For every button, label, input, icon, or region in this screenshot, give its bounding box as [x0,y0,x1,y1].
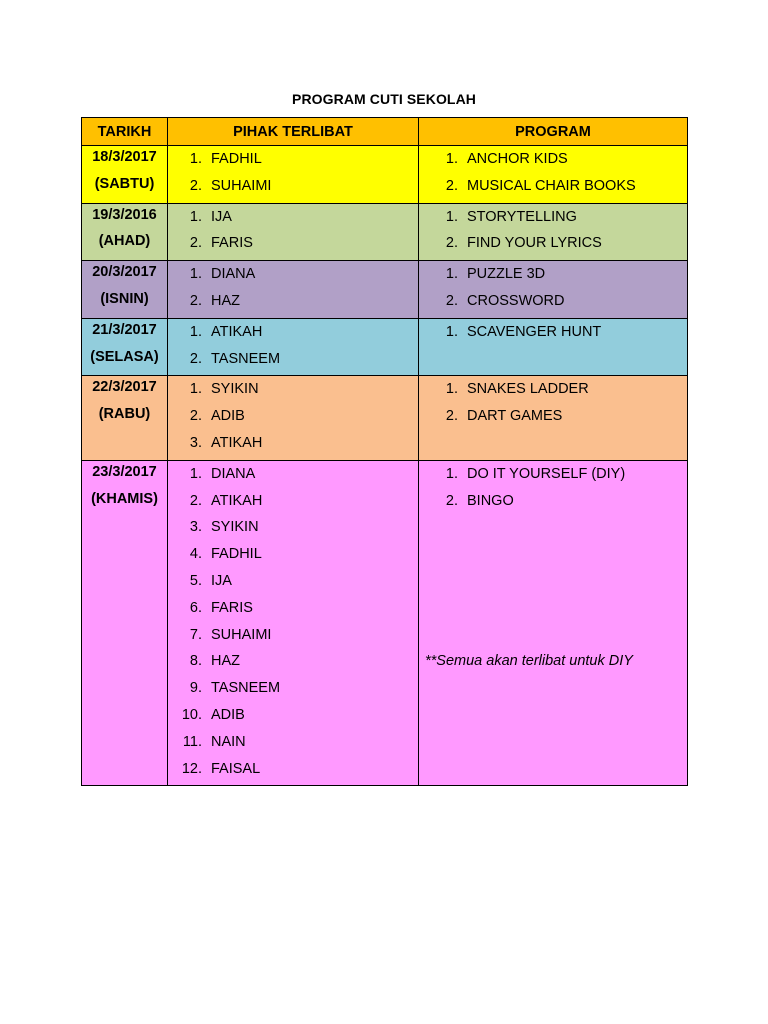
people-list-item [168,756,418,783]
program-list-item [419,146,687,173]
spacer [419,622,687,649]
item-number: 1. [189,323,202,340]
spacer [419,568,687,595]
spacer [419,595,687,622]
people-list-item [168,204,418,231]
person-name: DIANA [211,465,256,482]
person-name: FARIS [211,599,253,616]
people-list-item [168,648,418,675]
schedule-row [82,460,688,786]
people-list-item [168,675,418,702]
person-name: HAZ [211,653,240,670]
program-list-item [419,230,687,257]
people-cell [168,146,419,204]
header-row [82,118,688,146]
program-list-item [419,319,687,346]
date-cell [82,261,168,319]
item-number: 2. [445,177,458,194]
item-number: 2. [445,235,458,252]
person-name: FAISAL [211,760,261,777]
person-name: FARIS [211,235,253,252]
schedule-table [81,117,688,786]
people-list-item [168,319,418,346]
program-cell [419,460,688,786]
item-number: 1. [445,465,458,482]
item-number: 11. [182,733,202,750]
people-cell [168,376,419,460]
program-name: BINGO [467,492,514,509]
person-name: SUHAIMI [211,177,272,194]
program-list-item [419,204,687,231]
program-name: CROSSWORD [467,292,565,309]
item-number: 3. [189,519,202,536]
date-cell [82,460,168,786]
people-list-item [168,146,418,173]
date-cell [82,203,168,261]
program-name: STORYTELLING [467,208,577,225]
people-list-item [168,230,418,257]
date-cell [82,376,168,460]
people-list-item [168,541,418,568]
schedule-row [82,376,688,460]
people-list-item [168,430,418,457]
item-number: 1. [189,381,202,398]
program-name: FIND YOUR LYRICS [467,235,602,252]
item-number: 6. [189,599,202,616]
item-number: 2. [445,492,458,509]
people-list-item [168,729,418,756]
day-text: (AHAD) [98,233,151,250]
date-text: 22/3/2017 [92,379,157,396]
schedule-row [82,146,688,204]
item-number: 2. [189,292,202,309]
date-text: 20/3/2017 [92,264,157,281]
program-note: **Semua akan terlibat untuk DIY [425,653,633,670]
item-number: 1. [189,266,202,283]
program-list-item [419,488,687,515]
person-name: ATIKAH [211,492,263,509]
day-text: (KHAMIS) [91,490,158,507]
person-name: NAIN [211,733,246,750]
program-name: SCAVENGER HUNT [467,323,602,340]
item-number: 10. [181,706,202,723]
program-cell [419,203,688,261]
day-text: (SELASA) [90,348,159,365]
schedule-row [82,203,688,261]
item-number: 2. [445,408,458,425]
program-cell [419,146,688,204]
program-name: SNAKES LADDER [467,381,589,398]
item-number: 1. [445,151,458,167]
program-list-item [419,288,687,315]
people-list-item [168,702,418,729]
spacer [419,514,687,541]
spacer [419,541,687,568]
people-cell [168,318,419,376]
program-name: ANCHOR KIDS [467,151,568,167]
header-date: TARIKH [82,118,168,146]
item-number: 2. [189,350,202,367]
people-cell [168,203,419,261]
person-name: ATIKAH [211,323,263,340]
person-name: ATIKAH [211,434,263,451]
date-text: 21/3/2017 [92,321,157,338]
item-number: 2. [189,177,202,194]
program-list-item [419,376,687,403]
program-name: DO IT YOURSELF (DIY) [467,465,626,482]
document-title: PROGRAM CUTI SEKOLAH [292,91,476,107]
schedule-row [82,318,688,376]
item-number: 8. [189,653,202,670]
person-name: IJA [211,572,232,589]
item-number: 1. [189,208,202,225]
day-text: (RABU) [98,406,151,423]
person-name: IJA [211,208,232,225]
people-list-item [168,568,418,595]
schedule-row [82,261,688,319]
people-list-item [168,622,418,649]
item-number: 1. [445,208,458,225]
people-list-item [168,261,418,288]
date-text: 18/3/2017 [92,149,157,165]
people-cell [168,261,419,319]
item-number: 9. [189,680,202,697]
people-list-item [168,488,418,515]
person-name: SUHAIMI [211,626,272,643]
program-cell [419,261,688,319]
people-list-item [168,376,418,403]
person-name: SYIKIN [211,381,259,398]
item-number: 1. [445,266,458,283]
program-name: MUSICAL CHAIR BOOKS [467,177,636,194]
people-list-item [168,173,418,200]
people-list-item [168,595,418,622]
program-list-item [419,461,687,488]
date-text: 19/3/2016 [92,206,157,223]
item-number: 2. [189,235,202,252]
people-list-item [168,288,418,315]
item-number: 5. [189,572,202,589]
item-number: 1. [445,323,458,340]
person-name: ADIB [211,408,245,425]
item-number: 1. [445,381,458,398]
day-text: (ISNIN) [100,290,149,307]
program-name: DART GAMES [467,408,563,425]
people-list-item [168,514,418,541]
date-text: 23/3/2017 [92,463,157,480]
item-number: 7. [189,626,202,643]
person-name: TASNEEM [211,350,281,367]
item-number: 1. [189,151,202,167]
program-list-item [419,403,687,430]
day-text: (SABTU) [94,175,155,192]
person-name: HAZ [211,292,240,309]
item-number: 4. [189,546,202,563]
program-cell [419,376,688,460]
date-cell [82,146,168,204]
program-name: PUZZLE 3D [467,266,546,283]
people-list-item [168,346,418,373]
item-number: 2. [445,292,458,309]
date-cell [82,318,168,376]
item-number: 2. [189,408,202,425]
schedule-body [82,146,688,786]
person-name: DIANA [211,266,256,283]
header-people: PIHAK TERLIBAT [168,118,419,146]
person-name: ADIB [211,706,245,723]
people-list-item [168,403,418,430]
item-number: 1. [189,465,202,482]
person-name: FADHIL [211,546,262,563]
header-program: PROGRAM [419,118,688,146]
people-list-item [168,461,418,488]
program-list-item [419,261,687,288]
program-cell [419,318,688,376]
person-name: FADHIL [211,151,262,167]
item-number: 12. [181,760,202,777]
people-cell [168,460,419,786]
item-number: 2. [189,492,202,509]
item-number: 3. [189,434,202,451]
program-list-item [419,173,687,200]
person-name: TASNEEM [211,680,281,697]
person-name: SYIKIN [211,519,259,536]
